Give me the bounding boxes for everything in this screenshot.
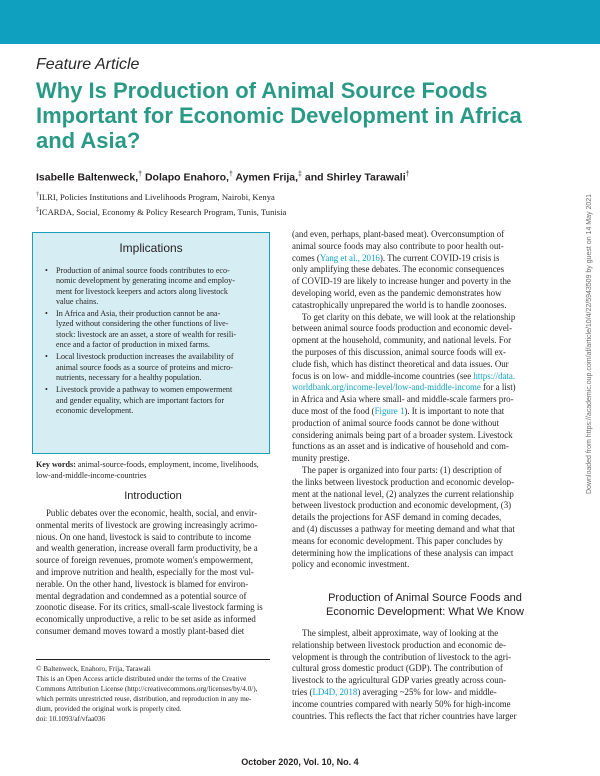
section-heading-production-asf: Production of Animal Source Foods and Economic Development: What We Know — [326, 592, 524, 618]
keywords-text: low-and-middle-income-countries — [36, 470, 147, 480]
author-affil-mark: † — [405, 171, 410, 178]
author-name: Dolapo Enahoro, — [144, 171, 229, 184]
section2-body: The simplest, albeit approximate, way of looking at the relationship between livestock production and economic de- velopment is through the contribution of livestock to the agri- cultural gross domestic product (GDP). The contribution of livestock to the agricultural GDP varies greatly across coun- tries (LD4D, 2018) averaging ~25% for low- and middle- income countries compared with nearly 50% for high-income countries. This reflects the fact that richer countries have larger — [292, 628, 517, 721]
title-line: Why Is Production of Animal Source Foods — [36, 78, 488, 103]
reference-link[interactable]: Figure 1 — [374, 405, 405, 416]
download-watermark: Downloaded from https://academic.oup.com/af/article/10/4/22/5943509 by guest on 14 May 2021 — [586, 193, 593, 494]
paragraph: (and even, perhaps, plant-based meat). Overconsumption of animal source foods may also contribute to poor health out- comes (Yang et al., 2016). The current COVID-19 crisis is only amplifying these debates. The economic consequences of COVID-19 are likely to increase hunger and poverty in the developing world, even as the pandemic demonstrates how catastrophically unprepared the world is to handle zoonoses. — [292, 229, 511, 310]
title-line: Important for Economic Development in Africa — [36, 103, 522, 128]
title-line: and Asia? — [36, 128, 141, 153]
implication-item: • Local livestock production increases the availability of animal source foods as a source of proteins and micro- nutrients, necessary for a healthy population. — [45, 352, 234, 382]
implications-title: Implications — [119, 241, 183, 255]
introduction-body: Public debates over the economic, health, social, and envir- onmental merits of livestock are growing increasingly acrimo- nious. On one hand, livestock is said to contribute to income and wealth generation, increase overall farm productivity, be a source of foreign revenues, promote women's empowerment, and improve nutrition and health, especially for the most vul- nerable. On the other hand, livestock is blamed for environ- mental degradation and condemned as a potential source of zoonotic disease. For its critics, small-scale livestock farming is economically unproductive, a relic to be set aside as informed consumer demand moves toward a mostly plant-based diet — [36, 508, 263, 636]
footnote-divider — [36, 659, 270, 660]
affiliation: †ILRI, Policies Institutions and Livelihoods Program, Nairobi, Kenya — [36, 192, 275, 202]
author-name: Isabelle Baltenweck, — [36, 171, 139, 184]
keywords-text: animal-source-foods, employment, income, livelihoods, — [75, 460, 259, 469]
reference-link[interactable]: LD4D, 2018 — [312, 686, 358, 697]
article-title — [36, 78, 576, 153]
article-type-label: Feature Article — [36, 56, 140, 73]
paragraph: To get clarity on this debate, we will look at the relationship between animal source foods production and economic devel- opment at the household, community, and national levels. For the purposes of this discussion, animal source foods will ex- clude fish, which has distinct theoretical and data issues. Our focus is on low- and middle-income countries (see https://data. worldbank.org/income-level/low-and-middle-income for a list) in Africa and Asia where small- and middle-scale farmers pro- duce most of the food (Figure 1). It is important to note that production of animal source foods cannot be done without considering animals being part of a broader system. Livestock functions as an asset and is indicative of household and com- munity prestige. — [292, 311, 516, 464]
section-heading-introduction: Introduction — [124, 490, 182, 502]
author-name: Aymen Frija, — [235, 171, 299, 184]
reference-link[interactable]: worldbank.org/income-level/low-and-middle-income — [292, 382, 481, 393]
bullet-icon: • — [45, 385, 48, 395]
keywords — [36, 460, 270, 481]
author-affil-mark: † — [228, 171, 233, 178]
author-affil-mark: ‡ — [298, 171, 302, 178]
bullet-icon: • — [45, 352, 48, 362]
implication-item: • In Africa and Asia, their production cannot be ana- lyzed without considering the other functions of live- stock: livestock are an asset, a store of wealth for resili- ence and a factor of production in mixed farms. — [45, 309, 237, 350]
license-note: © Baltenweck, Enahoro, Frija, Tarawali This is an Open Access article distributed under the terms of the Creative Commons Attribution License (http://creativecommons.org/licenses/by/4.0/), which permits unrestricted reuse, distribution, and reproduction in any me- dium, provided the original work is properly cited. doi: 10.1093/af/vfaa036 — [36, 665, 258, 723]
bullet-icon: • — [45, 309, 48, 319]
implications-box — [32, 232, 270, 454]
author-list — [36, 171, 410, 184]
author-affil-mark: † — [138, 171, 143, 178]
implications-list — [43, 266, 263, 418]
right-column-body — [292, 229, 516, 571]
journal-header-bar — [0, 0, 600, 44]
author-name: and Shirley Tarawali — [304, 171, 406, 184]
keywords-label: Key words: — [36, 460, 76, 469]
affiliation: ‡ICARDA, Social, Economy & Policy Research Program, Tunis, Tunisia — [36, 207, 287, 217]
paragraph: The paper is organized into four parts: (1) description of the links between livestock production and economic develop- ment at the national level, (2) analyzes the current relationship between livestock production and economic development, (3) details the projections for ASF demand in coming decades, and (4) discusses a pathway for meeting demand and what that means for economic development. This paper concludes by determining how the implications of these analysis can impact policy and economic investment. — [292, 464, 515, 570]
bullet-icon: • — [45, 266, 48, 275]
reference-link[interactable]: Yang et al., 2016 — [319, 252, 380, 263]
implication-item: • Livestock provide a pathway to women empowerment and gender equality, which are important factors for economic development. — [45, 385, 233, 415]
implication-item: • Production of animal source foods contributes to eco- nomic development by generating income and employ- ment for livestock keepers and actors along livestock value chains. — [45, 266, 235, 306]
issue-footer: October 2020, Vol. 10, No. 4 — [241, 757, 359, 767]
reference-link[interactable]: https://data. — [473, 370, 516, 381]
